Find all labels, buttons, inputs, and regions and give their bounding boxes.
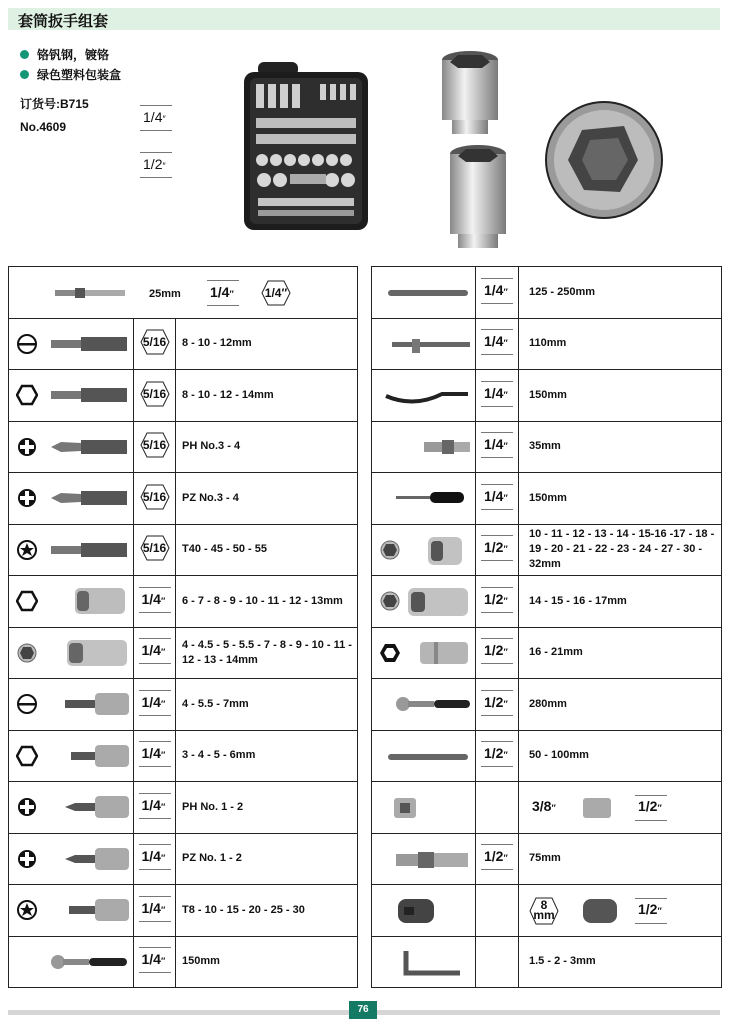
order-number: 订货号:B715 bbox=[20, 97, 89, 111]
size-text: PZ No.3 - 4 bbox=[176, 473, 358, 525]
drive-size-half: 1/2″ bbox=[481, 739, 513, 769]
table-row bbox=[372, 576, 722, 628]
drive-size-quarter: 1/4″ bbox=[139, 739, 171, 769]
bit-socket-image bbox=[65, 848, 131, 870]
drive-size-38: 3/8″ bbox=[532, 798, 556, 814]
hex-socket-icon bbox=[16, 590, 38, 612]
size-text: 4 - 5.5 - 7mm bbox=[176, 679, 358, 731]
table-row bbox=[372, 370, 722, 422]
drive-size-quarter: 1/4″ bbox=[140, 103, 172, 133]
hex-5-16-icon: 5/16 bbox=[140, 381, 170, 407]
table-row bbox=[372, 267, 722, 319]
socket-image bbox=[428, 537, 464, 565]
ratchet-image bbox=[394, 695, 472, 713]
hex-5-16-icon: 5/16 bbox=[140, 535, 170, 561]
drive-size-quarter: 1/4″ bbox=[139, 636, 171, 666]
table-row bbox=[372, 885, 722, 937]
size-text: 110mm bbox=[519, 318, 722, 370]
hex-1-4-icon: 1/4″ bbox=[261, 280, 291, 306]
table-row bbox=[372, 782, 722, 834]
size-text: 4 - 4.5 - 5 - 5.5 - 7 - 8 - 9 - 10 - 11 - 12 - 13 - 14mm bbox=[176, 627, 358, 679]
table-row bbox=[372, 936, 722, 988]
bullet-dot-icon bbox=[20, 70, 29, 79]
page-title: 套筒扳手组套 bbox=[18, 13, 109, 30]
tool-case-image bbox=[244, 62, 368, 230]
table-row bbox=[372, 679, 722, 731]
pozidriv-icon bbox=[16, 848, 38, 870]
drive-size-half: 1/2″ bbox=[481, 636, 513, 666]
size-text: 16 - 21mm bbox=[519, 627, 722, 679]
table-row bbox=[9, 730, 358, 782]
torx-icon bbox=[16, 539, 38, 561]
feature-item: 铬钒钢，镀铬 bbox=[20, 44, 121, 64]
hex-socket-icon bbox=[16, 384, 38, 406]
size-text: 8 - 10 - 12 - 14mm bbox=[176, 370, 358, 422]
t-handle-image bbox=[392, 337, 472, 353]
slotted-icon bbox=[16, 333, 38, 355]
bit-socket-image bbox=[65, 693, 131, 715]
size-text: 1.5 - 2 - 3mm bbox=[519, 936, 722, 988]
hex-5-16-icon: 5/16 bbox=[140, 484, 170, 510]
size-text: 35mm bbox=[519, 421, 722, 473]
deep-socket-icon bbox=[379, 590, 401, 612]
drive-size-quarter: 1/4″ bbox=[481, 379, 513, 409]
slotted-icon bbox=[16, 693, 38, 715]
table-row bbox=[9, 473, 358, 525]
bit-image bbox=[51, 440, 129, 454]
size-text: 150mm bbox=[519, 473, 722, 525]
deep-socket-image bbox=[67, 640, 129, 666]
drive-size-quarter: 1/4″ bbox=[481, 430, 513, 460]
drive-size-half: 1/2″ bbox=[140, 150, 172, 180]
size-text: 125 - 250mm bbox=[519, 267, 722, 319]
spark-plug-socket-image bbox=[420, 642, 470, 664]
deep-socket-image bbox=[408, 588, 470, 616]
drive-size-half: 1/2″ bbox=[481, 585, 513, 615]
feature-item: 绿色塑料包装盒 bbox=[20, 64, 121, 84]
size-text: 6 - 7 - 8 - 9 - 10 - 11 - 12 - 13mm bbox=[176, 576, 358, 628]
table-row bbox=[9, 524, 358, 576]
universal-joint-image bbox=[396, 849, 470, 871]
bit-socket-image bbox=[65, 796, 131, 818]
page-number: 76 bbox=[349, 1001, 377, 1019]
torx-icon bbox=[16, 899, 38, 921]
table-row bbox=[372, 421, 722, 473]
bit-holder-image bbox=[398, 899, 438, 923]
drive-size-half: 1/2″ bbox=[481, 688, 513, 718]
right-spec-table bbox=[371, 266, 722, 988]
table-row bbox=[9, 627, 358, 679]
size-text: PH No.3 - 4 bbox=[176, 421, 358, 473]
drive-size-half: 1/2″ bbox=[635, 793, 667, 823]
bit-image bbox=[51, 337, 129, 351]
size-text: 25mm bbox=[149, 288, 181, 300]
title-bar bbox=[8, 8, 720, 30]
table-row bbox=[9, 936, 358, 988]
size-text: 280mm bbox=[519, 679, 722, 731]
table-row bbox=[9, 267, 358, 319]
hex-socket-icon bbox=[379, 642, 401, 664]
bit-image bbox=[51, 491, 129, 505]
drive-size-half: 1/2″ bbox=[635, 896, 667, 926]
ratchet-image bbox=[49, 953, 129, 971]
drive-size-quarter: 1/4″ bbox=[481, 482, 513, 512]
socket-closeup-image bbox=[544, 100, 664, 220]
hex-key-image bbox=[402, 949, 464, 977]
hex-5-16-icon: 5/16 bbox=[140, 432, 170, 458]
drive-size-quarter: 1/4″ bbox=[139, 894, 171, 924]
hex-socket-icon bbox=[16, 745, 38, 767]
drive-size-half: 1/2″ bbox=[481, 842, 513, 872]
drive-size-quarter: 1/4″ bbox=[139, 688, 171, 718]
bit-socket-image bbox=[65, 745, 131, 767]
extension-bar-image bbox=[388, 753, 470, 761]
size-text: T8 - 10 - 15 - 20 - 25 - 30 bbox=[176, 885, 358, 937]
socket-image bbox=[75, 588, 127, 614]
size-text: T40 - 45 - 50 - 55 bbox=[176, 524, 358, 576]
table-row bbox=[9, 885, 358, 937]
size-text: 3 - 4 - 5 - 6mm bbox=[176, 730, 358, 782]
drive-size-quarter: 1/4″ bbox=[207, 278, 239, 308]
size-text: 10 - 11 - 12 - 13 - 14 - 15-16 -17 - 18 - 19 - 20 - 21 - 22 - 23 - 24 - 27 - 30 - 32mm bbox=[519, 524, 722, 576]
table-row bbox=[372, 473, 722, 525]
size-text: 8 - 10 - 12mm bbox=[176, 318, 358, 370]
table-row bbox=[372, 318, 722, 370]
table-row bbox=[372, 524, 722, 576]
size-text: 50 - 100mm bbox=[519, 730, 722, 782]
table-row bbox=[9, 782, 358, 834]
table-row bbox=[372, 730, 722, 782]
hex-5-16-icon: 5/16 bbox=[140, 329, 170, 355]
pozidriv-icon bbox=[16, 487, 38, 509]
model-number: No.4609 bbox=[20, 120, 67, 134]
deep-socket-icon bbox=[16, 642, 38, 664]
universal-joint-image bbox=[424, 438, 472, 456]
bit-socket-image bbox=[65, 899, 131, 921]
feature-list bbox=[20, 44, 121, 84]
bullet-dot-icon bbox=[20, 50, 29, 59]
phillips-icon bbox=[16, 436, 38, 458]
drive-size-quarter: 1/4″ bbox=[139, 842, 171, 872]
bit-image bbox=[51, 543, 129, 557]
bit-image bbox=[51, 388, 129, 402]
size-text: PH No. 1 - 2 bbox=[176, 782, 358, 834]
size-text: 14 - 15 - 16 - 17mm bbox=[519, 576, 722, 628]
extension-bar-image bbox=[388, 289, 470, 297]
adapter-image bbox=[583, 798, 613, 818]
drive-size-half: 1/2″ bbox=[481, 533, 513, 563]
left-spec-table bbox=[8, 266, 358, 988]
table-row bbox=[372, 833, 722, 885]
flexible-extension-image bbox=[384, 386, 470, 406]
size-text: PZ No. 1 - 2 bbox=[176, 833, 358, 885]
spinner-handle-image bbox=[396, 491, 466, 505]
size-text: 150mm bbox=[176, 936, 358, 988]
size-text: 75mm bbox=[519, 833, 722, 885]
bit-holder-image bbox=[583, 899, 619, 923]
table-row bbox=[372, 627, 722, 679]
hex-8mm-icon: 8 mm bbox=[529, 897, 559, 923]
table-row bbox=[9, 833, 358, 885]
table-row bbox=[9, 576, 358, 628]
order-info bbox=[20, 93, 89, 139]
table-row bbox=[9, 370, 358, 422]
table-row bbox=[9, 318, 358, 370]
bit-adapter-image bbox=[55, 287, 129, 299]
adapter-image bbox=[394, 798, 420, 818]
size-text: 150mm bbox=[519, 370, 722, 422]
socket-image bbox=[440, 50, 510, 256]
drive-size-quarter: 1/4″ bbox=[481, 276, 513, 306]
table-row bbox=[9, 679, 358, 731]
drive-size-quarter: 1/4″ bbox=[139, 791, 171, 821]
drive-size-quarter: 1/4″ bbox=[481, 327, 513, 357]
drive-size-quarter: 1/4″ bbox=[139, 585, 171, 615]
table-row bbox=[9, 421, 358, 473]
phillips-icon bbox=[16, 796, 38, 818]
socket-icon bbox=[379, 539, 401, 561]
drive-size-quarter: 1/4″ bbox=[139, 945, 171, 975]
